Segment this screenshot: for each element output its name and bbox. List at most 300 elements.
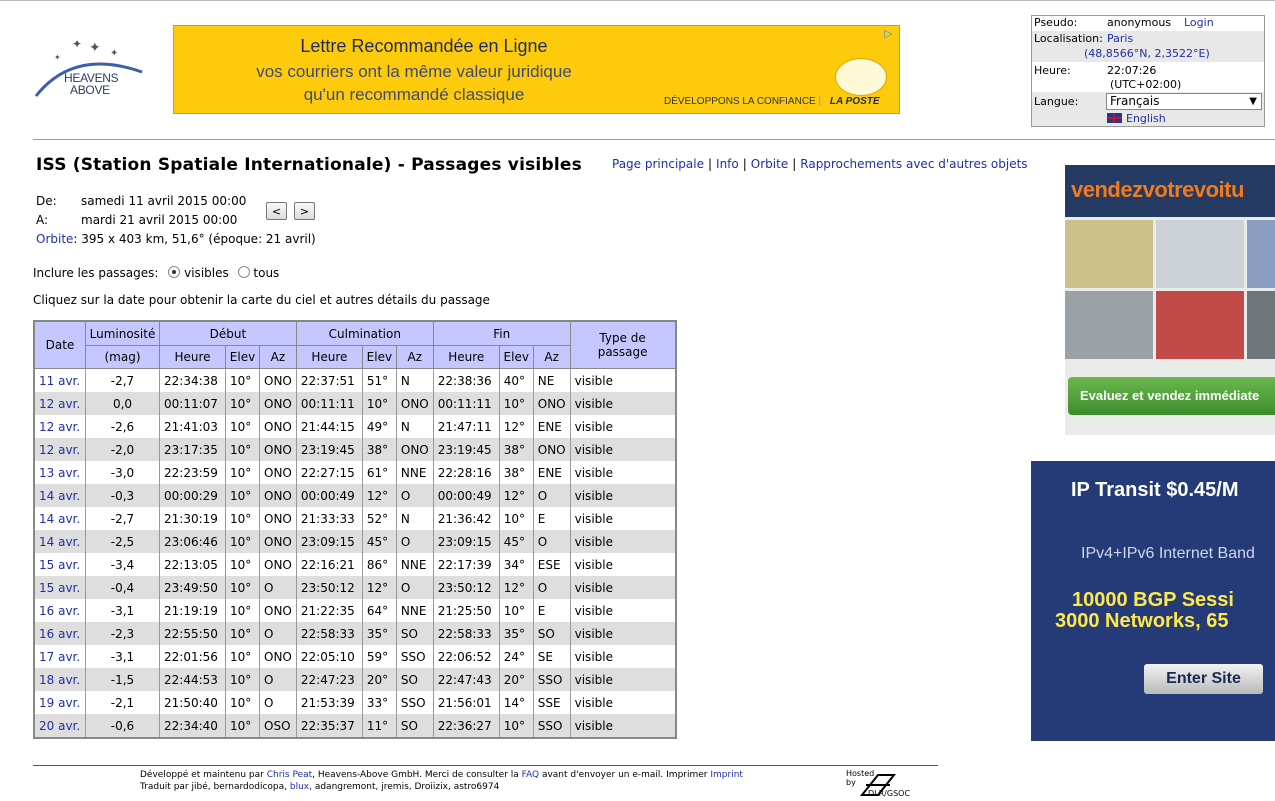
cell-culm-az: SO — [396, 622, 433, 645]
cell-magnitude: -2,0 — [86, 438, 160, 461]
cell-end-elev: 12° — [499, 415, 533, 438]
cell-end-elev: 38° — [499, 461, 533, 484]
next-period-button[interactable]: > — [294, 202, 315, 220]
cell-culm-az: ONO — [396, 438, 433, 461]
top-nav: Page principale | Info | Orbite | Rapprochements avec d'autres objets — [612, 157, 1028, 171]
cell-start-time: 21:41:03 — [160, 415, 226, 438]
cell-culm-time: 22:27:15 — [296, 461, 362, 484]
cell-culm-elev: 12° — [362, 576, 396, 599]
footer-text: avant d'envoyer un e-mail. Imprimer — [539, 770, 711, 780]
col-magnitude: (mag) — [86, 346, 160, 369]
pass-filter — [33, 266, 279, 280]
page-title: ISS (Station Spatiale Internationale) - Passages visibles — [36, 155, 582, 175]
cell-start-az: ONO — [260, 645, 297, 668]
cell-end-time: 22:47:43 — [433, 668, 499, 691]
cell-date — [34, 369, 86, 393]
cell-end-elev: 10° — [499, 599, 533, 622]
cell-magnitude: -0,3 — [86, 484, 160, 507]
filter-label: Inclure les passages: — [33, 266, 159, 280]
cell-start-elev: 10° — [226, 576, 260, 599]
orbit-value: : 395 x 403 km, 51,6° (époque: 21 avril) — [73, 232, 316, 246]
top-border — [0, 0, 1275, 1]
table-row — [34, 438, 676, 461]
cell-culm-elev: 35° — [362, 622, 396, 645]
cell-date — [34, 714, 86, 738]
cell-start-time: 22:01:56 — [160, 645, 226, 668]
nav-info[interactable]: Info — [716, 157, 739, 171]
cell-end-az: ONO — [533, 392, 570, 415]
table-row — [34, 599, 676, 622]
cell-culm-time: 22:58:33 — [296, 622, 362, 645]
pass-date-link[interactable]: 17 avr. — [39, 649, 81, 664]
ip-ad-title: IP Transit $0.45/M — [1071, 479, 1239, 501]
cell-end-time: 21:56:01 — [433, 691, 499, 714]
cell-end-az: SE — [533, 645, 570, 668]
cell-culm-time: 21:22:35 — [296, 599, 362, 622]
car-ad-cta-button[interactable]: Evaluez et vendez immédiate — [1068, 377, 1275, 415]
cell-end-az: SSO — [533, 714, 570, 738]
cell-end-elev: 12° — [499, 484, 533, 507]
cell-end-time: 21:36:42 — [433, 507, 499, 530]
logo-line-2: ABOVE — [70, 83, 110, 97]
cell-end-time: 00:11:11 — [433, 392, 499, 415]
radio-visible-label[interactable]: visibles — [184, 266, 229, 280]
cell-start-time: 00:11:07 — [160, 392, 226, 415]
cell-culm-time: 21:33:33 — [296, 507, 362, 530]
cell-start-elev: 10° — [226, 668, 260, 691]
cell-pass-type: visible — [570, 553, 676, 576]
cell-start-az: ONO — [260, 553, 297, 576]
cell-start-az: ONO — [260, 484, 297, 507]
cell-date — [34, 530, 86, 553]
cell-end-elev: 14° — [499, 691, 533, 714]
cell-start-elev: 10° — [226, 530, 260, 553]
passes-body — [34, 369, 676, 739]
cell-culm-az: NNE — [396, 461, 433, 484]
cell-end-time: 22:28:16 — [433, 461, 499, 484]
location-coords-link[interactable]: (48,8566°N, 2,3522°E) — [1084, 47, 1210, 60]
cell-end-az: SSE — [533, 691, 570, 714]
car-photo — [1247, 291, 1275, 359]
car-photo — [1065, 220, 1153, 288]
user-panel — [1031, 15, 1265, 127]
cell-culm-az: O — [396, 530, 433, 553]
car-ad-brand: vendezvotrevoitu — [1071, 177, 1244, 202]
cell-culm-elev: 11° — [362, 714, 396, 738]
table-row — [34, 553, 676, 576]
cell-start-az: ONO — [260, 461, 297, 484]
cell-culm-az: N — [396, 507, 433, 530]
car-ad-header — [1065, 165, 1275, 217]
adchoices-icon[interactable]: ▷ — [884, 27, 893, 40]
pass-date-link[interactable]: 15 avr. — [39, 580, 81, 595]
col-culm-elev: Elev — [362, 346, 396, 369]
cell-end-time: 22:36:27 — [433, 714, 499, 738]
col-end-time: Heure — [433, 346, 499, 369]
car-sale-ad[interactable] — [1065, 165, 1275, 435]
cell-end-az: ESE — [533, 553, 570, 576]
english-label: English — [1126, 112, 1166, 125]
footer-credits — [140, 769, 840, 793]
cell-end-time: 22:06:52 — [433, 645, 499, 668]
cell-pass-type: visible — [570, 461, 676, 484]
cell-culm-elev: 12° — [362, 484, 396, 507]
cell-end-az: SSO — [533, 668, 570, 691]
cell-end-elev: 12° — [499, 576, 533, 599]
nav-orbit[interactable]: Orbite — [750, 157, 789, 171]
cell-start-time: 21:50:40 — [160, 691, 226, 714]
footer-text: , adangremont, jremis, Droiizix, astro6974 — [309, 782, 500, 792]
cell-start-elev: 10° — [226, 392, 260, 415]
header-divider — [33, 139, 1275, 140]
cell-date — [34, 507, 86, 530]
cell-end-elev: 34° — [499, 553, 533, 576]
cell-pass-type: visible — [570, 484, 676, 507]
cell-start-time: 22:34:40 — [160, 714, 226, 738]
cell-start-time: 22:34:38 — [160, 369, 226, 393]
cell-culm-time: 23:09:15 — [296, 530, 362, 553]
cell-start-elev: 10° — [226, 599, 260, 622]
cell-start-time: 21:30:19 — [160, 507, 226, 530]
hosted-label: Hosted — [846, 769, 875, 778]
table-row — [34, 392, 676, 415]
cell-culm-az: NNE — [396, 599, 433, 622]
cell-magnitude: -0,6 — [86, 714, 160, 738]
cell-culm-time: 22:16:21 — [296, 553, 362, 576]
cell-pass-type: visible — [570, 622, 676, 645]
cell-end-az: O — [533, 484, 570, 507]
cell-culm-elev: 51° — [362, 369, 396, 393]
cell-end-elev: 45° — [499, 530, 533, 553]
car-photo — [1247, 220, 1275, 288]
english-link[interactable] — [1107, 112, 1166, 125]
time-value: 22:07:26 — [1107, 64, 1157, 77]
cell-pass-type: visible — [570, 369, 676, 393]
language-select[interactable] — [1106, 93, 1262, 110]
table-hint: Cliquez sur la date pour obtenir la carte du ciel et autres détails du passage — [33, 293, 490, 307]
cell-end-elev: 10° — [499, 392, 533, 415]
cell-end-az: ENE — [533, 415, 570, 438]
cell-end-elev: 10° — [499, 507, 533, 530]
cell-end-time: 21:25:50 — [433, 599, 499, 622]
table-row — [34, 461, 676, 484]
cell-start-elev: 10° — [226, 714, 260, 738]
pass-date-link[interactable]: 12 avr. — [39, 419, 81, 434]
cell-end-time: 22:38:36 — [433, 369, 499, 393]
pseudo-value: anonymous — [1107, 16, 1172, 29]
cell-culm-elev: 52° — [362, 507, 396, 530]
pass-date-link[interactable]: 14 avr. — [39, 488, 81, 503]
cell-date — [34, 645, 86, 668]
cell-end-az: SO — [533, 622, 570, 645]
cell-date — [34, 438, 86, 461]
cell-start-time: 23:17:35 — [160, 438, 226, 461]
cell-end-time: 23:50:12 — [433, 576, 499, 599]
ad-line-2: vos courriers ont la même valeur juridique — [256, 62, 572, 81]
col-date: Date — [34, 321, 86, 369]
banner-ad-laposte[interactable] — [173, 25, 900, 114]
prev-period-button[interactable]: < — [266, 202, 287, 220]
cell-magnitude: -3,0 — [86, 461, 160, 484]
login-link[interactable]: Login — [1184, 16, 1214, 29]
cell-start-az: O — [260, 668, 297, 691]
cell-start-time: 23:49:50 — [160, 576, 226, 599]
cell-start-time: 22:13:05 — [160, 553, 226, 576]
nav-main-page[interactable]: Page principale — [612, 157, 704, 171]
cell-culm-elev: 38° — [362, 438, 396, 461]
col-start-az: Az — [260, 346, 297, 369]
table-row — [34, 691, 676, 714]
table-row — [34, 507, 676, 530]
pass-date-link[interactable]: 12 avr. — [39, 442, 81, 457]
table-row — [34, 530, 676, 553]
cell-start-az: O — [260, 622, 297, 645]
language-label: Langue: — [1034, 95, 1079, 108]
footer-text: Développé et maintenu par — [140, 770, 267, 780]
cell-start-elev: 10° — [226, 484, 260, 507]
footer-text: Traduit par jibé, bernardodicopa, — [140, 782, 290, 792]
cell-culm-time: 22:37:51 — [296, 369, 362, 393]
pass-date-link[interactable]: 11 avr. — [39, 373, 81, 388]
laposte-bird-icon — [835, 58, 887, 96]
svg-text:✦: ✦ — [72, 38, 83, 51]
cell-end-az: O — [533, 530, 570, 553]
cell-culm-elev: 10° — [362, 392, 396, 415]
cell-start-elev: 10° — [226, 415, 260, 438]
cell-culm-time: 22:47:23 — [296, 668, 362, 691]
cell-start-time: 00:00:29 — [160, 484, 226, 507]
cell-end-elev: 24° — [499, 645, 533, 668]
cell-culm-time: 23:50:12 — [296, 576, 362, 599]
cell-magnitude: 0,0 — [86, 392, 160, 415]
cell-end-time: 21:47:11 — [433, 415, 499, 438]
cell-pass-type: visible — [570, 714, 676, 738]
ad-brand: LA POSTE — [829, 96, 880, 107]
cell-end-elev: 35° — [499, 622, 533, 645]
cell-pass-type: visible — [570, 691, 676, 714]
svg-text:✦: ✦ — [54, 53, 61, 62]
cell-end-az: ONO — [533, 438, 570, 461]
radio-all-label[interactable]: tous — [253, 266, 280, 280]
cell-end-time: 22:17:39 — [433, 553, 499, 576]
location-city-link[interactable]: Paris — [1107, 32, 1134, 45]
cell-culm-elev: 33° — [362, 691, 396, 714]
cell-pass-type: visible — [570, 438, 676, 461]
timezone-value: (UTC+02:00) — [1110, 78, 1182, 91]
cell-pass-type: visible — [570, 507, 676, 530]
cell-culm-az: SO — [396, 668, 433, 691]
cell-culm-elev: 61° — [362, 461, 396, 484]
cell-start-az: ONO — [260, 392, 297, 415]
cell-magnitude: -3,1 — [86, 645, 160, 668]
blux-link[interactable]: blux — [289, 782, 310, 792]
nav-close-approaches[interactable]: Rapprochements avec d'autres objets — [800, 157, 1028, 171]
cell-start-time: 23:06:46 — [160, 530, 226, 553]
cell-start-elev: 10° — [226, 691, 260, 714]
ip-transit-ad[interactable] — [1031, 461, 1275, 741]
hosted-by-dlr[interactable] — [846, 769, 936, 799]
cell-magnitude: -1,5 — [86, 668, 160, 691]
cell-pass-type: visible — [570, 576, 676, 599]
to-label: A: — [36, 213, 49, 227]
pass-date-link[interactable]: 13 avr. — [39, 465, 81, 480]
cell-date — [34, 415, 86, 438]
col-end-elev: Elev — [499, 346, 533, 369]
cell-culm-elev: 49° — [362, 415, 396, 438]
orbit-line — [36, 232, 316, 246]
cell-end-az: E — [533, 599, 570, 622]
pass-date-link[interactable]: 16 avr. — [39, 626, 81, 641]
passes-table — [33, 320, 677, 739]
cell-end-az: NE — [533, 369, 570, 393]
cell-start-elev: 10° — [226, 507, 260, 530]
cell-date — [34, 484, 86, 507]
cell-end-elev: 40° — [499, 369, 533, 393]
ad-slogan: DÉVELOPPONS LA CONFIANCE — [664, 96, 816, 107]
cell-start-elev: 10° — [226, 645, 260, 668]
cell-start-az: ONO — [260, 599, 297, 622]
cell-end-az: O — [533, 576, 570, 599]
cell-culm-elev: 64° — [362, 599, 396, 622]
cell-start-elev: 10° — [226, 622, 260, 645]
cell-culm-elev: 45° — [362, 530, 396, 553]
table-row — [34, 622, 676, 645]
cell-magnitude: -2,5 — [86, 530, 160, 553]
cell-magnitude: -2,6 — [86, 415, 160, 438]
cell-magnitude: -2,7 — [86, 507, 160, 530]
cell-culm-elev: 20° — [362, 668, 396, 691]
col-end-az: Az — [533, 346, 570, 369]
cell-end-time: 23:19:45 — [433, 438, 499, 461]
orbit-link[interactable]: Orbite — [36, 232, 74, 246]
footer-divider — [33, 765, 938, 766]
cell-culm-az: SO — [396, 714, 433, 738]
ad-line-3: qu'un recommandé classique — [303, 85, 525, 104]
table-row — [34, 415, 676, 438]
pass-date-link[interactable]: 14 avr. — [39, 534, 81, 549]
cell-start-az: ONO — [260, 530, 297, 553]
cell-start-az: O — [260, 576, 297, 599]
cell-start-az: ONO — [260, 438, 297, 461]
cell-start-elev: 10° — [226, 369, 260, 393]
col-pass-type: Type de passage — [570, 321, 676, 369]
to-value: mardi 21 avril 2015 00:00 — [81, 213, 238, 227]
car-photo — [1065, 291, 1153, 359]
ip-ad-highlight-2: 3000 Networks, 65 — [1055, 610, 1229, 632]
col-culm-az: Az — [396, 346, 433, 369]
cell-date — [34, 553, 86, 576]
table-row — [34, 576, 676, 599]
cell-start-elev: 10° — [226, 438, 260, 461]
cell-end-time: 00:00:49 — [433, 484, 499, 507]
col-luminosity: Luminosité — [86, 321, 160, 346]
imprint-link[interactable]: Imprint — [710, 770, 743, 780]
pass-date-link[interactable]: 19 avr. — [39, 695, 81, 710]
footer-text: , Heavens-Above GmbH. Merci de consulter la — [312, 770, 522, 780]
cell-culm-az: N — [396, 369, 433, 393]
cell-date — [34, 668, 86, 691]
cell-culm-time: 21:44:15 — [296, 415, 362, 438]
cell-magnitude: -3,4 — [86, 553, 160, 576]
cell-culm-az: ONO — [396, 392, 433, 415]
radio-visible[interactable] — [168, 266, 180, 278]
by-label: by — [846, 778, 856, 787]
pass-date-link[interactable]: 15 avr. — [39, 557, 81, 572]
cell-start-time: 22:55:50 — [160, 622, 226, 645]
cell-culm-time: 22:35:37 — [296, 714, 362, 738]
cell-end-elev: 38° — [499, 438, 533, 461]
car-photo — [1156, 220, 1244, 288]
table-row — [34, 714, 676, 738]
logo-line-1: HEAVENS — [64, 71, 119, 85]
faq-link[interactable]: FAQ — [521, 770, 540, 780]
cell-date — [34, 392, 86, 415]
cell-end-az: E — [533, 507, 570, 530]
cell-magnitude: -2,7 — [86, 369, 160, 393]
pass-date-link[interactable]: 18 avr. — [39, 672, 81, 687]
cell-end-time: 23:09:15 — [433, 530, 499, 553]
pseudo-label: Pseudo: — [1034, 16, 1078, 29]
cell-magnitude: -2,3 — [86, 622, 160, 645]
cell-culm-az: NNE — [396, 553, 433, 576]
dlr-label: DLR/GSOC — [868, 789, 911, 798]
cell-culm-time: 22:05:10 — [296, 645, 362, 668]
cell-culm-time: 21:53:39 — [296, 691, 362, 714]
ip-ad-enter-button[interactable]: Enter Site — [1144, 664, 1263, 694]
cell-start-az: ONO — [260, 369, 297, 393]
cell-end-az: ENE — [533, 461, 570, 484]
cell-start-az: ONO — [260, 415, 297, 438]
uk-flag-icon — [1107, 113, 1122, 123]
cell-start-time: 21:19:19 — [160, 599, 226, 622]
time-label: Heure: — [1034, 64, 1071, 77]
pass-date-link[interactable]: 16 avr. — [39, 603, 81, 618]
cell-end-time: 22:58:33 — [433, 622, 499, 645]
author-link[interactable]: Chris Peat — [266, 770, 313, 780]
cell-culm-elev: 59° — [362, 645, 396, 668]
ip-ad-subtitle: IPv4+IPv6 Internet Band — [1081, 545, 1255, 562]
col-end: Fin — [433, 321, 570, 346]
pass-date-link[interactable]: 20 avr. — [39, 718, 81, 733]
cell-end-elev: 10° — [499, 714, 533, 738]
table-row — [34, 645, 676, 668]
svg-text:✦: ✦ — [110, 48, 119, 59]
cell-culm-az: O — [396, 484, 433, 507]
ad-footer: DÉVELOPPONS LA CONFIANCE | LA POSTE — [664, 96, 880, 107]
location-label: Localisation: — [1034, 32, 1103, 45]
ad-title: Lettre Recommandée en Ligne — [300, 36, 548, 56]
cell-start-az: OSO — [260, 714, 297, 738]
col-culmination: Culmination — [296, 321, 433, 346]
cell-magnitude: -3,1 — [86, 599, 160, 622]
from-value: samedi 11 avril 2015 00:00 — [81, 194, 247, 208]
car-photo — [1156, 291, 1244, 359]
cell-date — [34, 691, 86, 714]
cell-start-elev: 10° — [226, 461, 260, 484]
pass-date-link[interactable]: 12 avr. — [39, 396, 81, 411]
cell-culm-time: 00:00:49 — [296, 484, 362, 507]
heavens-above-logo[interactable] — [34, 38, 152, 102]
radio-all[interactable] — [238, 266, 250, 278]
cell-culm-time: 00:11:11 — [296, 392, 362, 415]
table-row — [34, 668, 676, 691]
col-start-elev: Elev — [226, 346, 260, 369]
col-start-time: Heure — [160, 346, 226, 369]
cell-culm-az: SSO — [396, 691, 433, 714]
pass-date-link[interactable]: 14 avr. — [39, 511, 81, 526]
col-start: Début — [160, 321, 297, 346]
cell-start-time: 22:44:53 — [160, 668, 226, 691]
